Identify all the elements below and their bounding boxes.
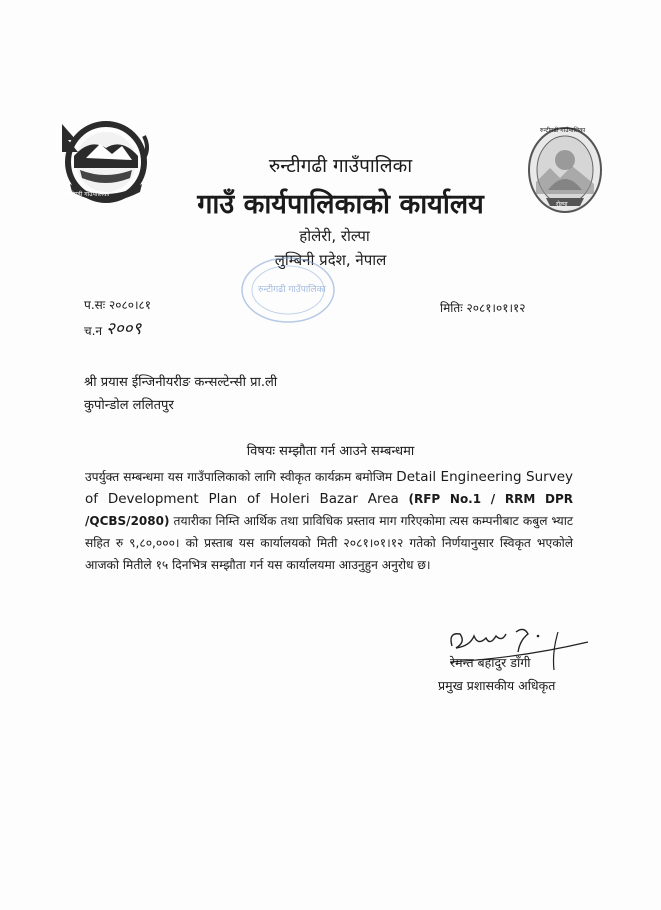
dispatch-number-label: च.न <box>84 324 103 338</box>
address-line-2: लुम्बिनी प्रदेश, नेपाल <box>274 251 387 269</box>
body-part-2: Detail Engineering Survey of Development Plan of Holeri Bazar Area <box>85 469 574 507</box>
signatory-designation: प्रमुख प्रशासकीय अधिकृत <box>438 678 556 693</box>
body-part-1: उपर्युक्त सम्बन्धमा यस गाउँपालिकाको लागि स्वीकृत कार्यक्रम बमोजिम <box>85 470 397 484</box>
recipient-name: श्री प्रयास ईन्जिनीयरीङ कन्सल्टेन्सी प्रा.ली <box>84 375 278 390</box>
body-part-4: तयारीका निम्ति आर्थिक तथा प्राविधिक प्रस्ताव माग गरिएकोमा त्यस कम्पनीबाट कबुल भ्याट सहित रु ९,८०,०००। को प्रस्ताब यस कार्यालयको मिती २०८१।०१।१२ गतेको निर्णयानुसार स्विकृत भएकोले आजको मितीले १५ दिनभित्र सम्झौता गर्न यस कार्यालयमा आउनुहुन अनुरोध छ। <box>85 514 573 572</box>
body-part-3: (RFP No.1 / RRM DPR /QCBS/2080) <box>85 492 573 528</box>
dispatch-number-handwritten: २००९ <box>106 319 142 339</box>
subject-line: विषयः सम्झौता गर्न आउने सम्बन्धमा <box>246 444 415 459</box>
logo-top-text: रुन्टीगढी गाउँपालिका <box>540 127 586 134</box>
stamp-text: रुन्टीगढी गाउँपालिका <box>258 285 326 295</box>
office-title: गाउँ कार्यपालिकाको कार्यालय <box>197 189 484 220</box>
letter-number: प.सः २०८०।८१ <box>84 298 151 312</box>
emblem-caption: रुन्टीगढी गाउँपालिका <box>64 191 110 198</box>
body-paragraph <box>85 466 573 576</box>
address-line-1: होलेरी, रोल्पा <box>299 227 370 245</box>
recipient-address: कुपोन्डोल ललितपुर <box>84 398 174 413</box>
signatory-name: रेमन्त बहादुर डाँगी <box>450 655 531 670</box>
municipality-name: रुन्टीगढी गाउँपालिका <box>268 155 413 177</box>
letter-date: मितिः २०८१।०१।१२ <box>440 301 526 315</box>
logo-bottom-text: रोल्पा <box>556 201 568 208</box>
